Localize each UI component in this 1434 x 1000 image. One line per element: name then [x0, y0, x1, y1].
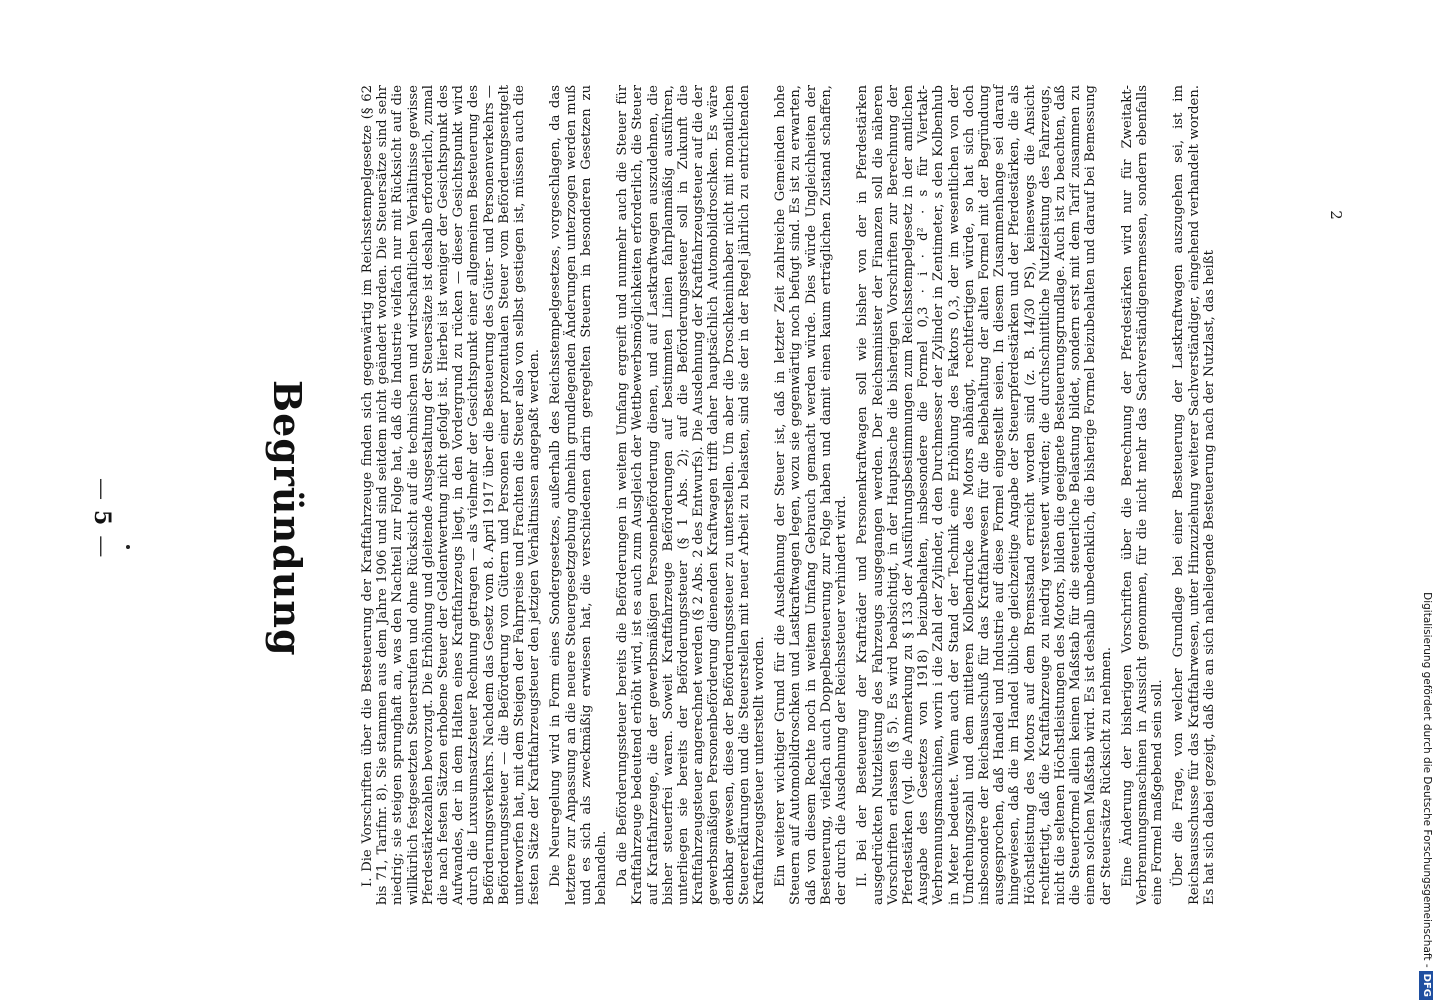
paragraph: II. Bei der Besteuerung der Krafträder und Personenkraftwagen soll wie bisher von der in Pferdestärken ausgedrückten Nutzleistung des Fahrzeugs ausgegangen werden. Der Reichsminister der Finanzen soll die näheren Vorschriften erlassen (§ 5). Es wird beabsichtigt, in der Hauptsache die bisherigen Vorschriften zur Berechnung der Pferdestärken (vgl. die Anmerkung zu § 133 der Ausführungsbestimmungen zum Reichsstempelgesetz in der amtlichen Ausgabe des Gesetzes von 1918) beizubehalten, insbesondere die Formel 0,3 · i · d² · s für Viertakt-Verbrennungsmaschinen, worin i die Zahl der Zylinder, d den Durchmesser der Zylinder in Zentimeter, s den Kolbenhub in Meter bedeutet. Wenn auch der Stand der Technik eine Erhöhung des Faktors 0,3, der im wesentlichen von der Umdrehungszahl und dem mittleren Kolbendrucke des Motors abhängt, rechtfertigen würde, so hat sich doch insbesondere der Reichsausschuß für das Kraftfahrwesen für die Beibehaltung der alten Formel mit der Begründung ausgesprochen, daß Handel und Industrie auf diese Formel eingestellt seien. In diesem Zusammenhange sei darauf hingewiesen, daß die im Handel übliche gleichzeitige Angabe der Steuerpferdestärken und der Pferdestärken, die als Höchstleistung des Motors auf dem Bremsstand erreicht worden sind (z. B. 14/30 PS), keineswegs die Ansicht rechtfertigt, daß die Kraftfahrzeuge zu niedrig versteuert würden; die durchschnittliche Nutzleistung des Fahrzeugs, nicht die seltenen Höchstleistungen des Motors, bilden die geeignete Besteuerungsgrundlage. Auch ist zu beachten, daß die Steuerformel allein keinen Maßstab für die steuerliche Belastung bildet, sondern erst mit dem Tarif zusammen zu einem solchen Maßstab wird. Es ist deshalb unbedenklich, die bisherige Formel beizubehalten und darauf bei Bemessung der Steuersätze Rücksicht zu nehmen. [855, 85, 1114, 905]
paragraph: I. Die Vorschriften über die Besteuerung der Kraftfahrzeuge finden sich gegenwärtig im Reichsstempelgesetze (§ 62 bis 71, Tarifnr. 8). Sie stammen aus dem Jahre 1906 und sind seitdem nicht geändert worden. Die Steuersätze sind sehr niedrig; sie steigen sprunghaft an, was den Nachteil zur Folge hat, daß die Industrie vielfach nur mit Rücksicht auf die willkürlich festgesetzten Steuerstufen und ohne Rücksicht auf die technischen und wirtschaftlichen Verhältnisse gewisse Pferdestärkezahlen bevorzugt. Die Erhöhung und gleitende Ausgestaltung der Steuersätze ist deshalb erforderlich, zumal die nach festen Sätzen erhobene Steuer der Geldentwertung nicht gefolgt ist. Hierbei ist weniger der Gesichtspunkt des Aufwandes, der in dem Halten eines Kraftfahrzeugs liegt, in den Vordergrund zu rücken — dieser Gesichtspunkt wird durch die Luxusumsatzsteuer Rechnung getragen — als vielmehr der Gesichtspunkt einer allgemeinen Besteuerung des Beförderungsverkehrs. Nachdem das Gesetz vom 8. April 1917 über die Besteuerung des Güter- und Personenverkehrs — Beförderungssteuer — die Beförderung von Gütern und Personen einer prozentualen Steuer vom Beförderungsentgelt unterworfen hat, mit dem Steigen der Fahrpreise und Frachten die Steuer also von selbst gestiegen ist, müssen auch die festen Sätze der Kraftfahrzeugsteuer den jetzigen Verhältnissen angepaßt werden. [360, 85, 543, 905]
dfg-logo-badge: DFG [1419, 971, 1433, 1000]
body-text-area [360, 85, 1280, 905]
credit-text: Digitalisierung gefördert durch die Deutsche Forschungsgemeinschaft - [1421, 592, 1433, 968]
digitization-credit [1418, 10, 1434, 1000]
folio-number: 2 [1326, 210, 1345, 220]
paragraph: Über die Frage, von welcher Grundlage bei einer Besteuerung der Lastkraftwagen auszugehen sei, ist im Reichsausschusse für das Kraftfahrwesen, unter Hinzuziehung weiterer Sachverständiger, eingehend verhandelt worden. Es hat sich dabei gezeigt, daß die an sich naheliegende Besteuerung nach der Nutzlast, das heißt [1171, 85, 1217, 905]
page-number: — 5 — [89, 470, 115, 567]
paragraph: Da die Beförderungssteuer bereits die Beförderungen in weitem Umfang ergreift und nunmehr auch die Steuer für Kraftfahrzeuge bedeutend erhöht wird, ist es auch zum Ausgleich der Wettbewerbsmöglichkeiten erforderlich, die Steuer auf Kraftfahrzeuge, die der gewerbsmäßigen Personenbeförderung dienen, und auf Lastkraftwagen auszudehnen, die bisher steuerfrei waren. Soweit Kraftfahrzeuge Beförderungen auf bestimmten Linien fahrplanmäßig ausführen, unterliegen sie bereits der Beförderungssteuer (§ 1 Abs. 2); auf die Beförderungssteuer soll in Zukunft die Kraftfahrzeugsteuer angerechnet werden (§ 2 Abs. 2 des Entwurfs). Die Ausdehnung der Kraftfahrzeugsteuer auf die der gewerbsmäßigen Personenbeförderung dienenden Kraftwagen trifft daher hauptsächlich Automobildroschken. Es wäre denkbar gewesen, diese der Beförderungssteuer zu unterstellen. Um aber die Droschkeninhaber nicht mit monatlichen Steuererklärungen und die Steuerstellen mit neuer Arbeit zu belasten, sind sie der in der Regel jährlich zu entrichtenden Kraftfahrzeugsteuer unterstellt worden. [615, 85, 768, 905]
document-title: Begründung [265, 380, 310, 657]
paragraph: Eine Änderung der bisherigen Vorschriften über die Berechnung der Pferdestärken wird nur für Zweitakt-Verbrennungsmaschinen in Aussicht genommen, für die nicht mehr das Sachverständigenermessen, sondern ebenfalls eine Formel maßgebend sein soll. [1119, 85, 1166, 905]
rotated-content [10, 0, 1310, 1000]
body-text [360, 85, 1300, 905]
paragraph: Die Neuregelung wird in Form eines Sondergesetzes, außerhalb des Reichsstempelgesetzes, vorgeschlagen, da das letztere zur Anpassung an die neuere Steuergesetzgebung ohnehin grundlegenden Änderungen unterzogen werden muß und es sich als zweckmäßig erwiesen hat, die verschiedenen darin geregelten Steuern in besonderen Gesetzen zu behandeln. [548, 85, 610, 905]
paragraph: Ein weiterer wichtiger Grund für die Ausdehnung der Steuer ist, daß in letzter Zeit zahlreiche Gemeinden hohe Steuern auf Automobildroschken und Lastkraftwagen legen, wozu sie gegenwärtig noch befugt sind. Es ist zu erwarten, daß von diesem Rechte noch in weitem Umfang Gebrauch gemacht werden würde. Dies würde Ungleichheiten der Besteuerung, vielfach auch Doppelbesteuerung zur Folge haben und damit einen kaum erträglichen Zustand schaffen, der durch die Ausdehnung der Reichssteuer verhindert wird. [773, 85, 850, 905]
